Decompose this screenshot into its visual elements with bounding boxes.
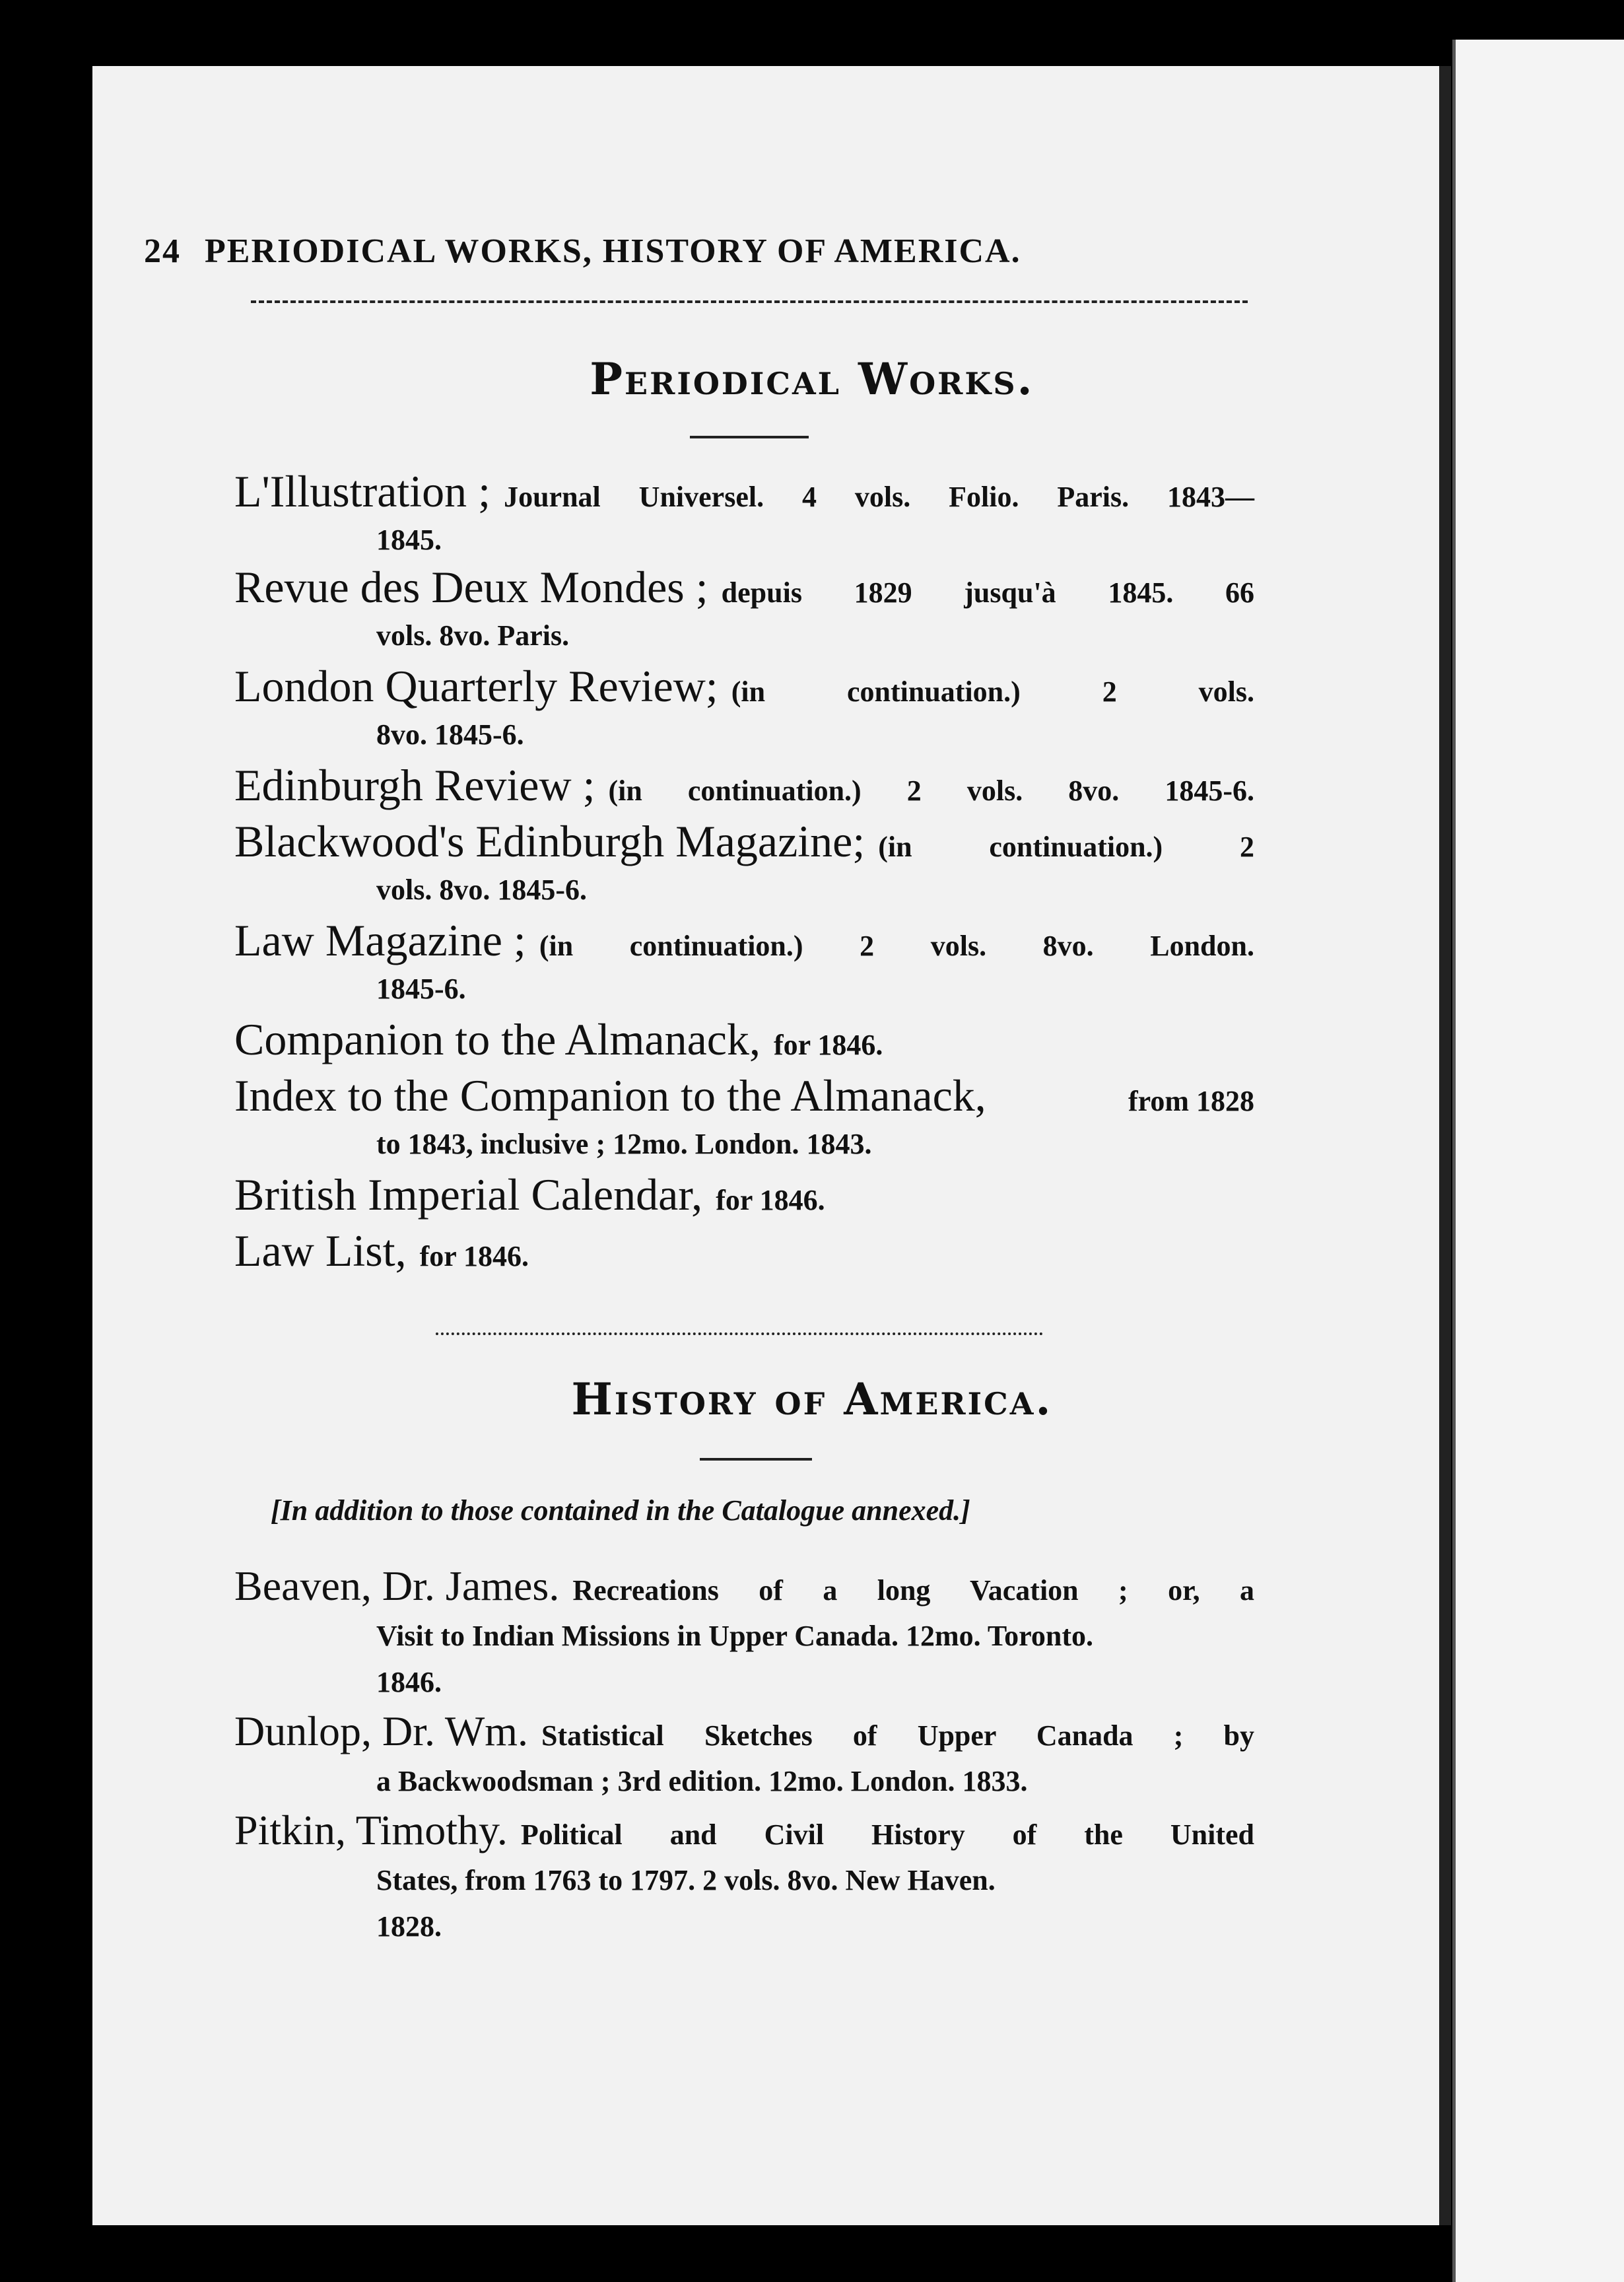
entry-title: Beaven, Dr. James. (234, 1562, 560, 1609)
entry-continuation: 1828. (376, 1910, 442, 1943)
entry-companion (234, 1014, 1254, 1065)
entry-details: (in continuation.) 2 vols. 8vo. 1845-6. (608, 775, 1254, 807)
section-heading-periodical: Periodical Works. (590, 353, 1034, 405)
entry-pitkin (234, 1806, 1254, 1950)
entry-continuation: vols. 8vo. 1845-6. (376, 874, 587, 906)
entry-title: Law List, (234, 1226, 407, 1276)
entry-details: Journal Universel. 4 vols. Folio. Paris. 1843— (504, 481, 1254, 513)
entry-continuation: Visit to Indian Missions in Upper Canada. 12mo. Toronto. (376, 1620, 1094, 1652)
entry-revue (234, 561, 1254, 659)
entry-title: British Imperial Calendar, (234, 1169, 703, 1220)
heading-underline (690, 436, 809, 438)
entry-continuation: a Backwoodsman ; 3rd edition. 12mo. London. 1833. (376, 1765, 1028, 1797)
entry-details: (in continuation.) 2 (878, 831, 1254, 863)
entry-title: Dunlop, Dr. Wm. (234, 1708, 529, 1754)
entry-index-companion (234, 1070, 1254, 1167)
entry-details: depuis 1829 jusqu'à 1845. 66 (721, 576, 1254, 609)
entry-law-magazine (234, 915, 1254, 1012)
catalogue-note: [In addition to those contained in the Catalogue annexed.] (271, 1494, 970, 1527)
entry-details: Recreations of a long Vacation ; or, a (572, 1574, 1254, 1607)
entry-continuation: 1845-6. (376, 973, 466, 1005)
entry-illustration (234, 466, 1254, 563)
page-number: 24 (144, 232, 181, 270)
entry-law-list (234, 1225, 1254, 1276)
running-head (144, 228, 1260, 274)
section-divider (436, 1332, 1043, 1335)
entry-title: Law Magazine ; (234, 915, 526, 965)
running-title: PERIODICAL WORKS, HISTORY OF AMERICA. (205, 232, 1021, 270)
heading-underline (700, 1458, 812, 1461)
entry-continuation: 1846. (376, 1666, 442, 1698)
entry-title: L'Illustration ; (234, 466, 491, 516)
entry-continuation: States, from 1763 to 1797. 2 vols. 8vo. New Haven. (376, 1864, 996, 1896)
entry-continuation: vols. 8vo. Paris. (376, 619, 570, 652)
entry-details: (in continuation.) 2 vols. 8vo. London. (539, 930, 1254, 962)
entry-london-quarterly (234, 660, 1254, 758)
entry-details: Political and Civil History of the United (520, 1818, 1254, 1851)
entry-edinburgh-review (234, 759, 1254, 811)
entry-title: Revue des Deux Mondes ; (234, 562, 708, 612)
entry-details: (in continuation.) 2 vols. (731, 675, 1254, 708)
entry-continuation: 8vo. 1845-6. (376, 718, 524, 751)
entry-blackwoods (234, 815, 1254, 913)
header-rule (251, 300, 1248, 303)
entry-continuation: 1845. (376, 524, 442, 556)
entry-details: for 1846. (773, 1029, 883, 1061)
entry-details: from 1828 (1128, 1085, 1254, 1117)
entry-details: for 1846. (716, 1184, 825, 1216)
entry-title: Companion to the Almanack, (234, 1014, 761, 1064)
entry-title: Index to the Companion to the Almanack, (234, 1070, 986, 1121)
entry-title: Pitkin, Timothy. (234, 1807, 508, 1853)
entry-title: Edinburgh Review ; (234, 760, 595, 810)
entry-continuation: to 1843, inclusive ; 12mo. London. 1843. (376, 1128, 872, 1160)
entry-details: for 1846. (419, 1240, 529, 1272)
entry-beaven (234, 1562, 1254, 1706)
entry-dunlop (234, 1707, 1254, 1805)
entry-title: London Quarterly Review; (234, 661, 718, 711)
entry-british-calendar (234, 1169, 1254, 1220)
entry-details: Statistical Sketches of Upper Canada ; by (541, 1719, 1254, 1752)
entry-title: Blackwood's Edinburgh Magazine; (234, 816, 865, 866)
section-heading-america: History of America. (571, 1373, 1053, 1425)
